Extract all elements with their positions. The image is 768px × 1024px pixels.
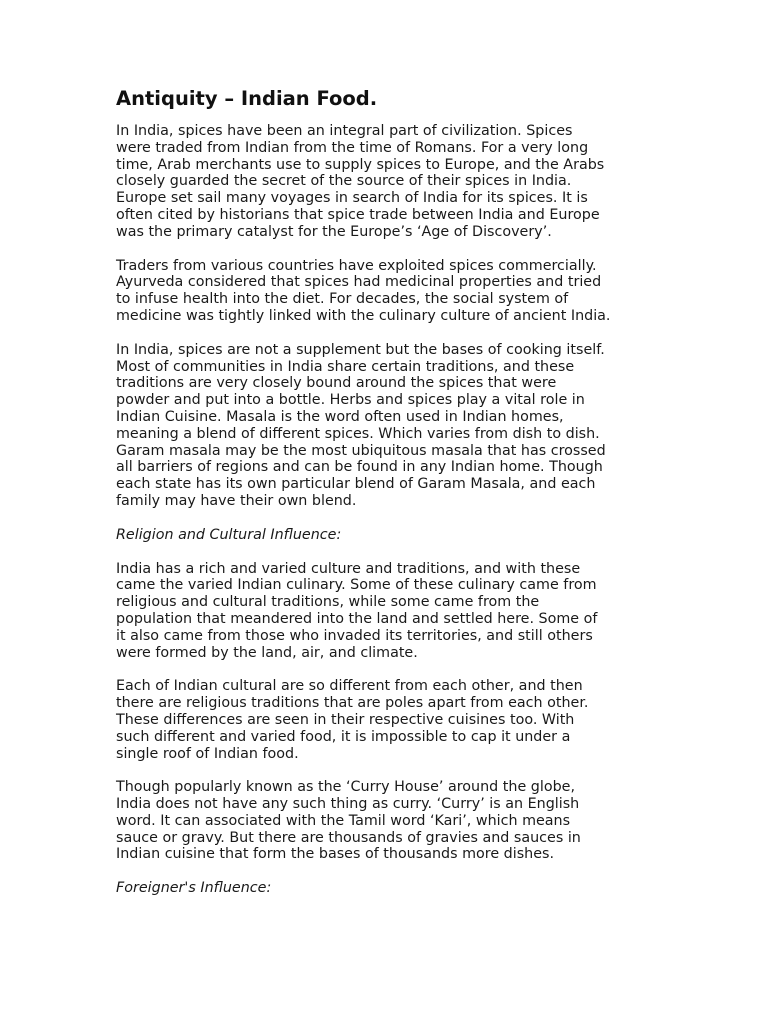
paragraph-line: were traded from Indian from the time of Romans. For a very long bbox=[116, 139, 589, 156]
paragraph-line: time, Arab merchants use to supply spices to Europe, and the Arabs bbox=[116, 156, 605, 173]
paragraph-line: Though popularly known as the ‘Curry House’ around the globe, bbox=[116, 779, 576, 796]
section-subheading: Religion and Cultural Influence: bbox=[116, 526, 342, 543]
paragraph bbox=[116, 678, 656, 762]
paragraph bbox=[116, 561, 656, 662]
paragraph-line: These differences are seen in their respective cuisines too. With bbox=[116, 711, 575, 728]
document-body bbox=[116, 87, 656, 914]
paragraph-line: family may have their own blend. bbox=[116, 492, 357, 509]
paragraph-line: such different and varied food, it is impossible to cap it under a bbox=[116, 728, 571, 745]
paragraph-line: powder and put into a bottle. Herbs and spices play a vital role in bbox=[116, 392, 585, 409]
paragraph-line: India does not have any such thing as curry. ‘Curry’ is an English bbox=[116, 796, 580, 813]
paragraph-line: traditions are very closely bound around the spices that were bbox=[116, 375, 557, 392]
paragraph-line: Traders from various countries have exploited spices commercially. bbox=[116, 257, 597, 274]
paragraph-line: Indian Cuisine. Masala is the word often used in Indian homes, bbox=[116, 408, 564, 425]
paragraph-line: single roof of Indian food. bbox=[116, 745, 299, 762]
paragraph-line: came the varied Indian culinary. Some of these culinary came from bbox=[116, 577, 597, 594]
paragraph-line: Garam masala may be the most ubiquitous masala that has crossed bbox=[116, 442, 606, 459]
paragraph-line: each state has its own particular blend of Garam Masala, and each bbox=[116, 476, 596, 493]
paragraph-line: often cited by historians that spice trade between India and Europe bbox=[116, 206, 600, 223]
paragraph-line: were formed by the land, air, and climate. bbox=[116, 644, 418, 661]
paragraph bbox=[116, 342, 656, 510]
paragraph-line: medicine was tightly linked with the culinary culture of ancient India. bbox=[116, 307, 611, 324]
paragraph-line: India has a rich and varied culture and traditions, and with these bbox=[116, 560, 581, 577]
paragraph-line: Each of Indian cultural are so different from each other, and then bbox=[116, 678, 583, 695]
paragraph-line: to infuse health into the diet. For decades, the social system of bbox=[116, 291, 569, 308]
paragraph-line: Ayurveda considered that spices had medicinal properties and tried bbox=[116, 274, 602, 291]
paragraph bbox=[116, 779, 656, 863]
paragraph-line: Indian cuisine that form the bases of thousands more dishes. bbox=[116, 846, 555, 863]
paragraph-line: closely guarded the secret of the source of their spices in India. bbox=[116, 173, 572, 190]
paragraph-line: it also came from those who invaded its territories, and still others bbox=[116, 627, 593, 644]
document-sections bbox=[116, 123, 656, 897]
paragraph-line: religious and cultural traditions, while some came from the bbox=[116, 594, 540, 611]
paragraph bbox=[116, 258, 656, 325]
document-title: Antiquity – Indian Food. bbox=[116, 87, 378, 110]
paragraph-line: sauce or gravy. But there are thousands of gravies and sauces in bbox=[116, 829, 581, 846]
paragraph-line: word. It can associated with the Tamil word ‘Kari’, which means bbox=[116, 812, 571, 829]
paragraph-line: all barriers of regions and can be found in any Indian home. Though bbox=[116, 459, 603, 476]
section-subheading: Foreigner's Influence: bbox=[116, 880, 272, 897]
paragraph-line: In India, spices are not a supplement but the bases of cooking itself. bbox=[116, 341, 605, 358]
paragraph-line: population that meandered into the land and settled here. Some of bbox=[116, 610, 598, 627]
paragraph-line: was the primary catalyst for the Europe’s ‘Age of Discovery’. bbox=[116, 223, 552, 240]
paragraph-line: Europe set sail many voyages in search of India for its spices. It is bbox=[116, 190, 588, 207]
paragraph bbox=[116, 123, 656, 241]
paragraph-line: Most of communities in India share certain traditions, and these bbox=[116, 358, 575, 375]
paragraph-line: there are religious traditions that are poles apart from each other. bbox=[116, 695, 589, 712]
paragraph-line: In India, spices have been an integral part of civilization. Spices bbox=[116, 123, 573, 139]
paragraph-line: meaning a blend of different spices. Which varies from dish to dish. bbox=[116, 425, 600, 442]
